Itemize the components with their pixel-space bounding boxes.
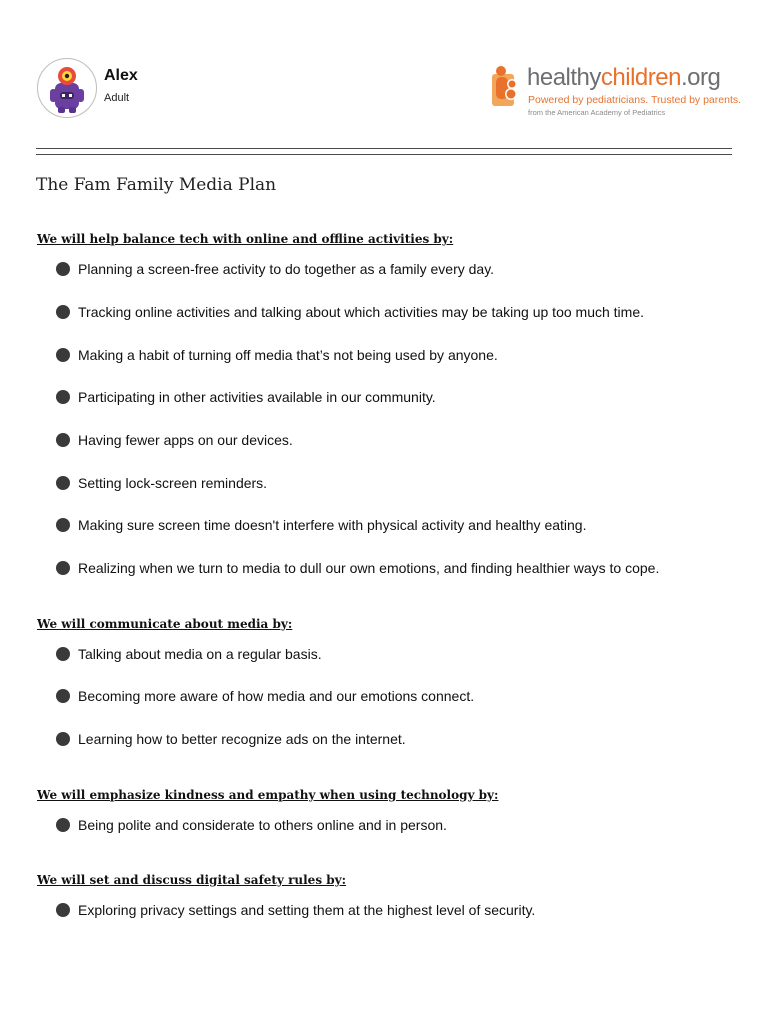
bullet-icon	[56, 732, 70, 746]
logo-word-children: children	[600, 64, 681, 91]
list-item-text: Becoming more aware of how media and our emotions connect.	[78, 688, 475, 704]
parent-child-logo-icon	[490, 64, 524, 108]
bullet-icon	[56, 390, 70, 404]
logo-word-org: .org	[680, 64, 721, 91]
bullet-icon	[56, 818, 70, 832]
list-item-text: Having fewer apps on our devices.	[78, 432, 293, 448]
logo-tagline: Powered by pediatricians. Trusted by parents.	[528, 94, 742, 106]
list-item-text: Talking about media on a regular basis.	[78, 646, 322, 662]
monster-avatar-icon	[38, 59, 96, 117]
logo-word-healthy: healthy	[527, 64, 601, 91]
user-name: Alex	[104, 67, 138, 84]
list-item-text: Participating in other activities available in our community.	[78, 389, 436, 405]
bullet-icon	[56, 262, 70, 276]
list-item-text: Exploring privacy settings and setting them at the highest level of security.	[78, 902, 536, 918]
bullet-icon	[56, 348, 70, 362]
page-title: The Fam Family Media Plan	[36, 175, 277, 195]
healthychildren-logo[interactable]	[490, 62, 740, 122]
logo-wordmark	[527, 64, 720, 92]
bullet-icon	[56, 689, 70, 703]
list-item-text: Tracking online activities and talking about which activities may be taking up too much time.	[78, 304, 644, 320]
section-title: We will help balance tech with online and offline activities by:	[37, 232, 454, 246]
logo-subline: from the American Academy of Pediatrics	[528, 108, 666, 117]
divider-top	[36, 148, 732, 149]
section-title: We will set and discuss digital safety rules by:	[37, 873, 347, 887]
list-item-text: Planning a screen-free activity to do together as a family every day.	[78, 261, 495, 277]
list-item-text: Realizing when we turn to media to dull our own emotions, and finding healthier ways to cope.	[78, 560, 660, 576]
bullet-icon	[56, 305, 70, 319]
list-item-text: Learning how to better recognize ads on the internet.	[78, 731, 406, 747]
bullet-icon	[56, 647, 70, 661]
divider-bottom	[36, 154, 732, 155]
bullet-icon	[56, 903, 70, 917]
section-title: We will communicate about media by:	[37, 617, 293, 631]
bullet-icon	[56, 518, 70, 532]
list-item-text: Being polite and considerate to others online and in person.	[78, 817, 447, 833]
section-title: We will emphasize kindness and empathy when using technology by:	[37, 788, 499, 802]
list-item-text: Setting lock-screen reminders.	[78, 475, 268, 491]
bullet-icon	[56, 476, 70, 490]
page-header	[0, 0, 768, 150]
list-item-text: Making sure screen time doesn't interfere with physical activity and healthy eating.	[78, 517, 587, 533]
bullet-icon	[56, 433, 70, 447]
user-role: Adult	[104, 92, 130, 104]
avatar[interactable]	[37, 58, 97, 118]
bullet-icon	[56, 561, 70, 575]
list-item-text: Making a habit of turning off media that’s not being used by anyone.	[78, 347, 498, 363]
